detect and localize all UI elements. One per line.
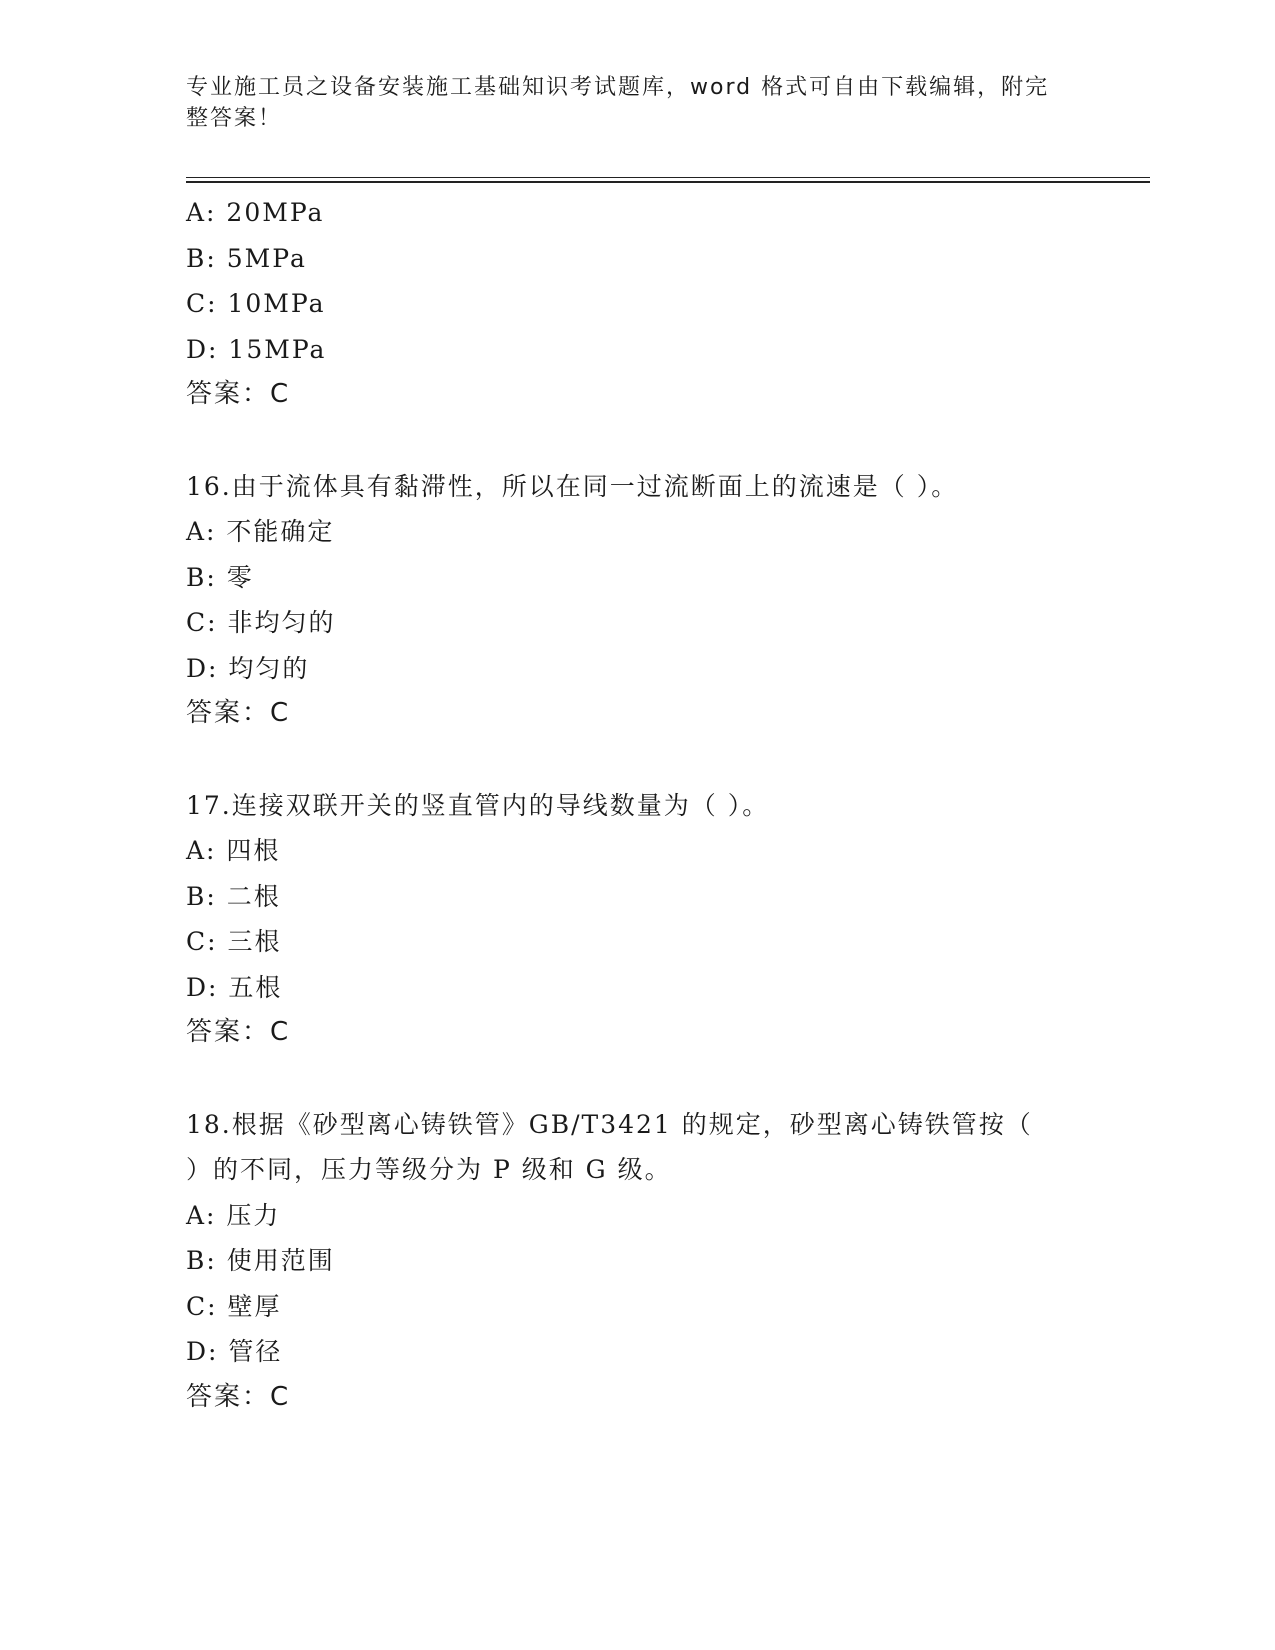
option-c: C: 三根 <box>186 927 282 956</box>
question-15-tail <box>186 190 1066 418</box>
question-stem: 16.由于流体具有黏滞性，所以在同一过流断面上的流速是（ ）。 <box>186 471 959 501</box>
question-stem: 17.连接双联开关的竖直管内的导线数量为（ ）。 <box>186 790 770 820</box>
question-stem-line-1: 18.根据《砂型离心铸铁管》GB/T3421 的规定，砂型离心铸铁管按（ <box>186 1109 1033 1139</box>
answer: 答案：C <box>186 1381 291 1412</box>
question-18 <box>186 1102 1066 1421</box>
option-d: D: 15MPa <box>186 334 327 364</box>
header-divider-thin <box>186 177 1150 178</box>
option-c: C: 10MPa <box>186 289 326 318</box>
option-d: D: 五根 <box>186 972 283 1002</box>
option-d: D: 管径 <box>186 1337 283 1366</box>
answer: 答案：C <box>186 379 291 409</box>
question-spacer <box>186 418 1066 464</box>
option-a: A: 不能确定 <box>186 517 335 546</box>
document-header <box>186 72 1066 134</box>
header-line-1: 专业施工员之设备安装施工基础知识考试题库，word 格式可自由下载编辑，附完 <box>186 75 1050 100</box>
question-stem-line-2: ）的不同，压力等级分为 P 级和 G 级。 <box>186 1155 672 1184</box>
option-d: D: 均匀的 <box>186 653 310 683</box>
question-16 <box>186 464 1066 737</box>
option-b: B: 二根 <box>186 881 281 911</box>
question-spacer <box>186 737 1066 783</box>
question-17 <box>186 783 1066 1056</box>
option-b: B: 5MPa <box>186 243 307 273</box>
option-a: A: 20MPa <box>186 198 325 227</box>
option-a: A: 压力 <box>186 1200 281 1230</box>
question-list <box>186 190 1066 1420</box>
header-line-2: 整答案！ <box>186 106 283 131</box>
option-a: A: 四根 <box>186 836 281 865</box>
option-b: B: 零 <box>186 562 254 592</box>
answer: 答案：C <box>186 698 291 728</box>
question-spacer <box>186 1056 1066 1102</box>
option-c: C: 壁厚 <box>186 1291 282 1321</box>
option-c: C: 非均匀的 <box>186 608 336 637</box>
answer: 答案：C <box>186 1017 291 1047</box>
header-divider-thick <box>186 181 1150 183</box>
option-b: B: 使用范围 <box>186 1246 335 1275</box>
